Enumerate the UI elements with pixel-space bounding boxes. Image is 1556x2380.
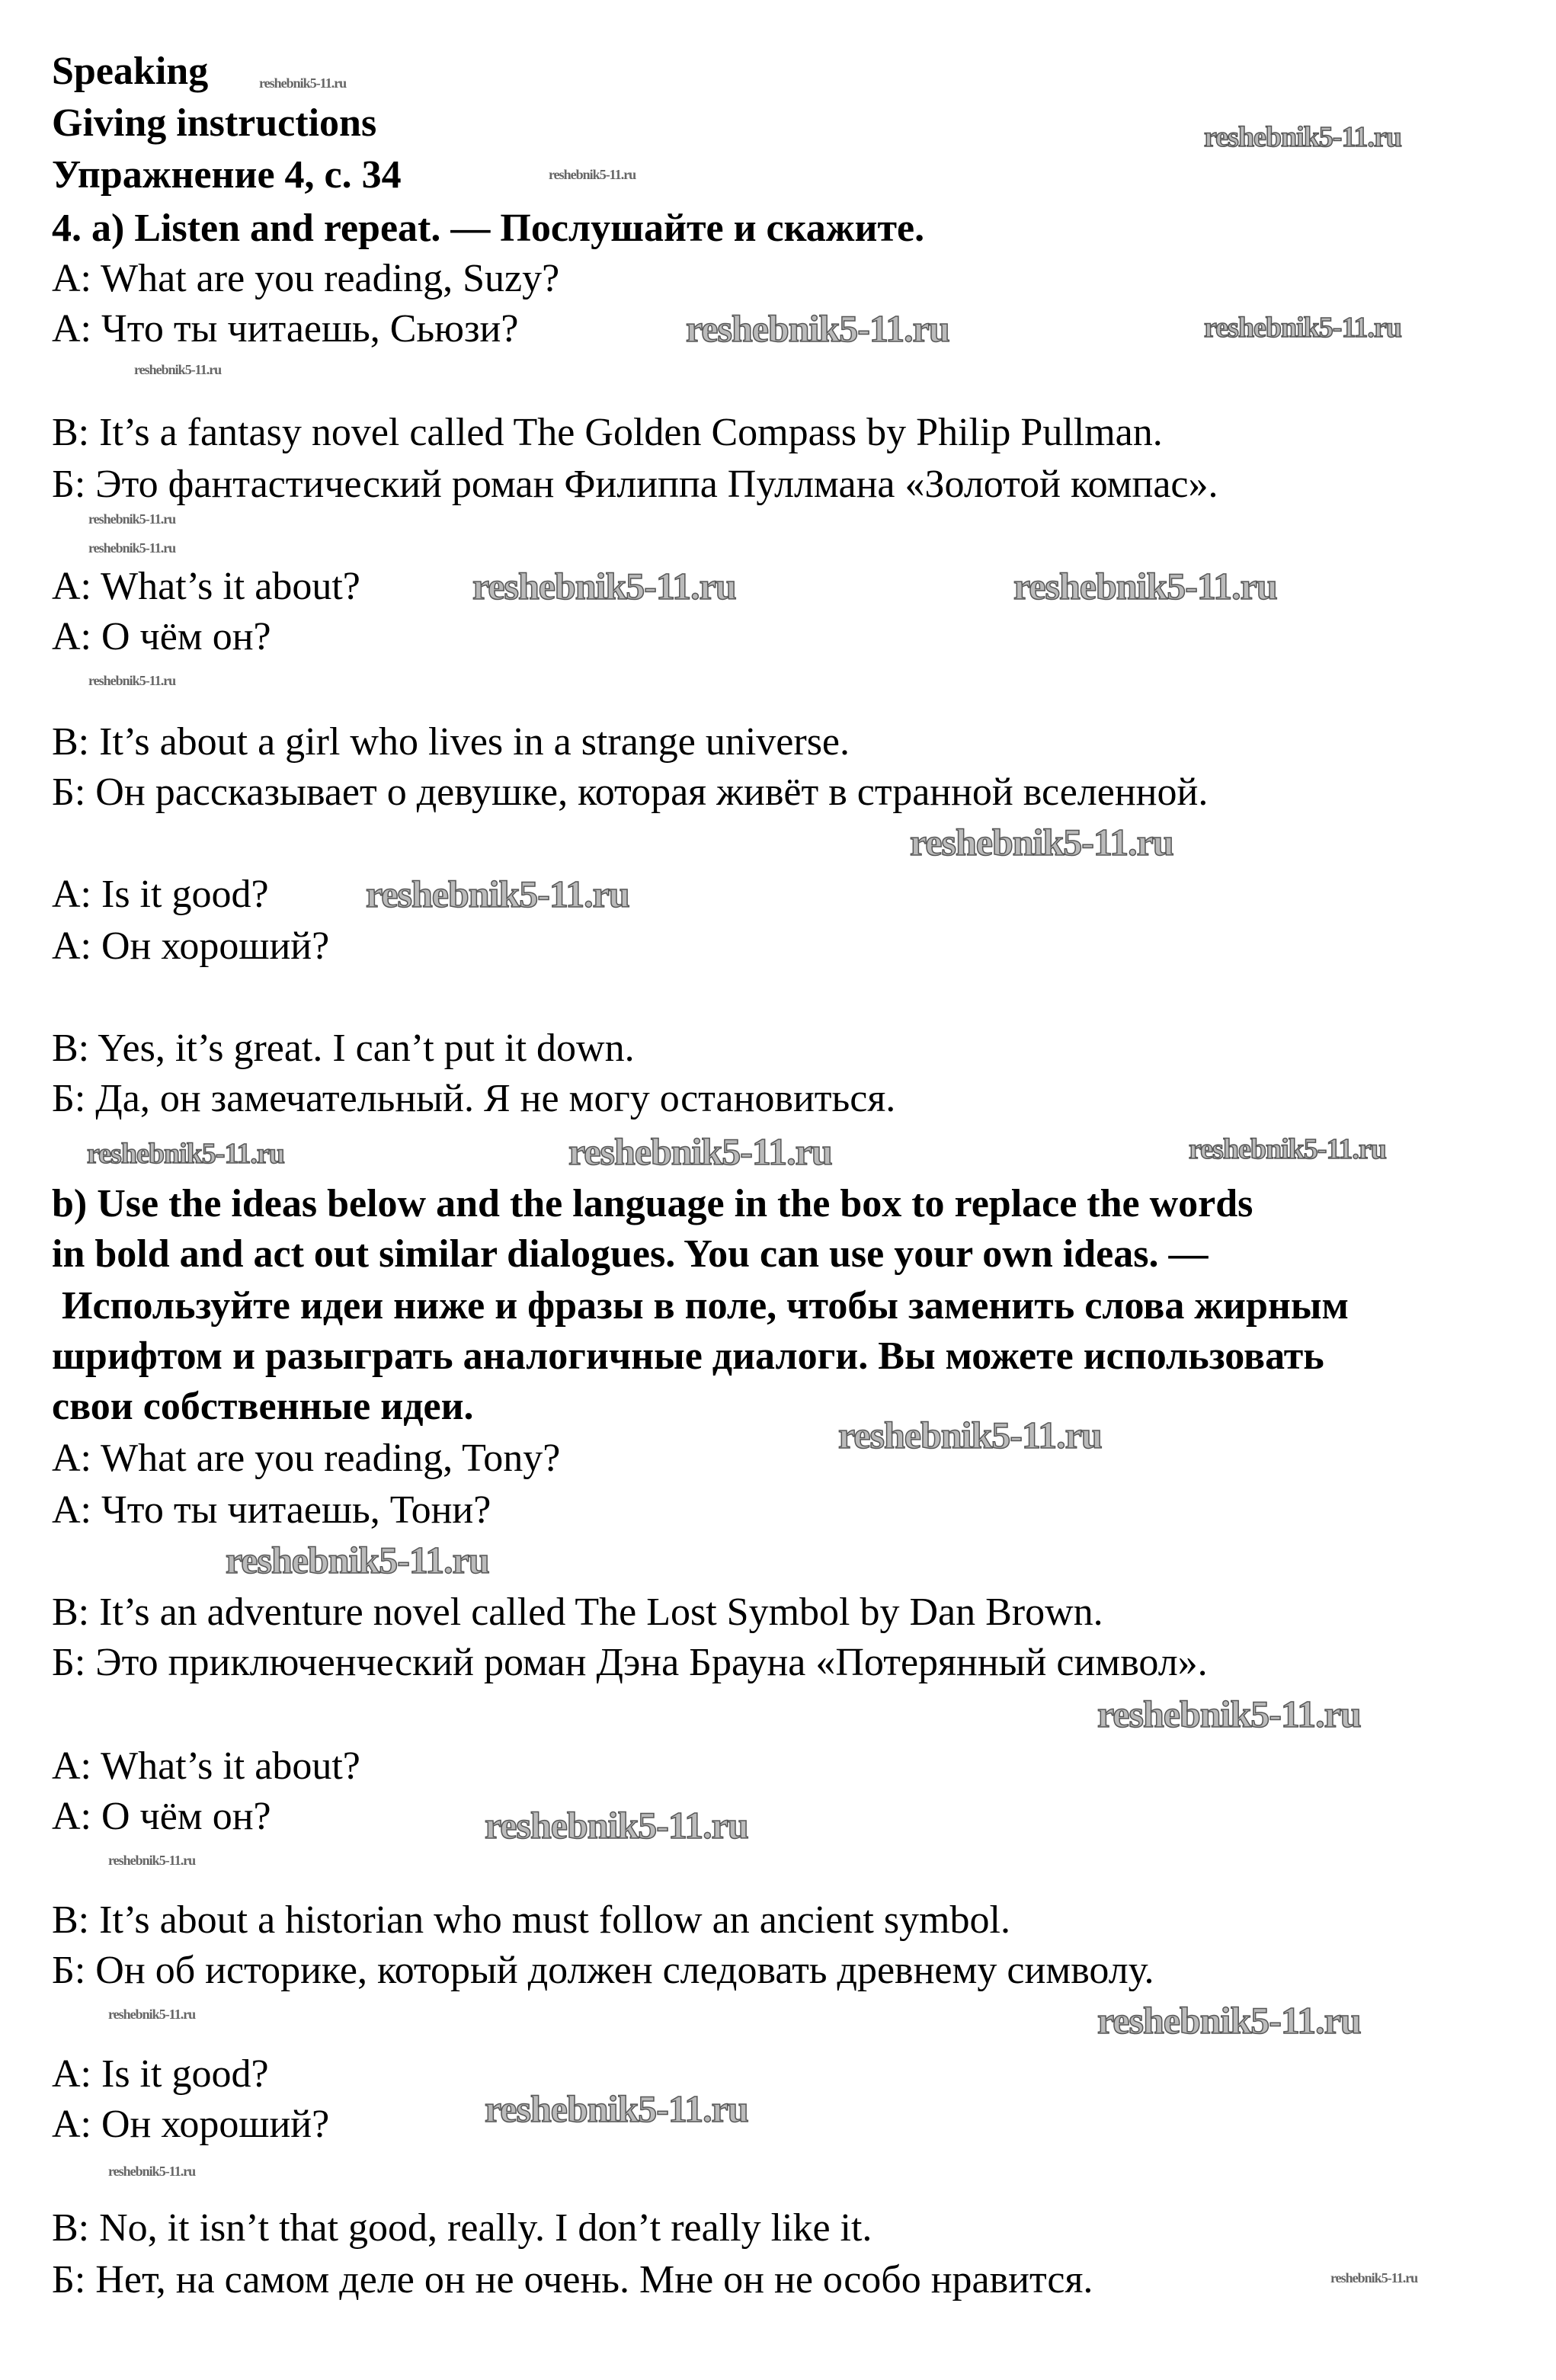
- section-title: Speaking: [52, 50, 209, 93]
- task-b-instruction: шрифтом и разыграть аналогичные диалоги. Вы можете использовать: [52, 1334, 1324, 1378]
- watermark: reshebnik5-11.ru: [87, 1138, 284, 1170]
- watermark: reshebnik5-11.ru: [108, 2007, 196, 2022]
- dialogue-b-line: A: Is it good?: [52, 2052, 269, 2096]
- dialogue-b-line: А: О чём он?: [52, 1795, 271, 1838]
- dialogue-a-line: А: Что ты читаешь, Сьюзи?: [52, 307, 519, 351]
- watermark: reshebnik5-11.ru: [485, 1804, 748, 1847]
- watermark: reshebnik5-11.ru: [1097, 1999, 1361, 2042]
- watermark: reshebnik5-11.ru: [910, 821, 1173, 863]
- dialogue-a-line: Б: Да, он замечательный. Я не могу остановиться.: [52, 1077, 896, 1120]
- dialogue-a-line: A: What’s it about?: [52, 565, 360, 608]
- dialogue-b-line: A: What’s it about?: [52, 1744, 360, 1788]
- dialogue-b-line: B: No, it isn’t that good, really. I don’t really like it.: [52, 2206, 872, 2250]
- watermark: reshebnik5-11.ru: [1189, 1133, 1386, 1165]
- dialogue-a-line: B: Yes, it’s great. I can’t put it down.: [52, 1027, 635, 1070]
- task-b-instruction: b) Use the ideas below and the language in the box to replace the words: [52, 1182, 1253, 1225]
- watermark: reshebnik5-11.ru: [108, 1853, 196, 1868]
- watermark: reshebnik5-11.ru: [226, 1539, 489, 1581]
- exercise-title: Упражнение 4, с. 34: [52, 153, 402, 197]
- dialogue-b-line: Б: Он об историке, который должен следовать древнему символу.: [52, 1949, 1154, 1992]
- dialogue-b-line: Б: Это приключенческий роман Дэна Брауна «Потерянный символ».: [52, 1641, 1208, 1684]
- watermark: reshebnik5-11.ru: [1204, 121, 1401, 153]
- watermark: reshebnik5-11.ru: [1013, 565, 1277, 607]
- task-b-instruction: in bold and act out similar dialogues. You can use your own ideas. —: [52, 1232, 1209, 1276]
- dialogue-b-line: B: It’s an adventure novel called The Lost Symbol by Dan Brown.: [52, 1590, 1103, 1634]
- watermark: reshebnik5-11.ru: [88, 673, 176, 688]
- watermark: reshebnik5-11.ru: [88, 511, 176, 527]
- dialogue-a-line: B: It’s about a girl who lives in a strange universe.: [52, 720, 850, 764]
- dialogue-a-line: A: What are you reading, Suzy?: [52, 257, 560, 300]
- dialogue-b-line: А: Что ты читаешь, Тони?: [52, 1488, 491, 1532]
- dialogue-a-line: B: It’s a fantasy novel called The Golden Compass by Philip Pullman.: [52, 411, 1163, 454]
- watermark: reshebnik5-11.ru: [108, 2164, 196, 2179]
- dialogue-a-line: А: Он хороший?: [52, 924, 330, 968]
- dialogue-a-line: Б: Он рассказывает о девушке, которая живёт в странной вселенной.: [52, 770, 1209, 814]
- watermark: reshebnik5-11.ru: [134, 362, 222, 377]
- dialogue-a-line: А: О чём он?: [52, 615, 271, 658]
- watermark: reshebnik5-11.ru: [686, 307, 949, 350]
- dialogue-b-line: A: What are you reading, Tony?: [52, 1437, 561, 1480]
- dialogue-a-line: Б: Это фантастический роман Филиппа Пуллмана «Золотой компас».: [52, 463, 1218, 506]
- dialogue-b-line: А: Он хороший?: [52, 2103, 330, 2146]
- dialogue-b-line: B: It’s about a historian who must follow an ancient symbol.: [52, 1898, 1010, 1942]
- dialogue-b-line: Б: Нет, на самом деле он не очень. Мне он не особо нравится.: [52, 2258, 1093, 2302]
- watermark: reshebnik5-11.ru: [1330, 2270, 1418, 2286]
- watermark: reshebnik5-11.ru: [472, 565, 736, 607]
- task-a-heading: 4. a) Listen and repeat. — Послушайте и скажите.: [52, 207, 925, 250]
- watermark: reshebnik5-11.ru: [1097, 1693, 1361, 1735]
- task-b-instruction: свои собственные идеи.: [52, 1385, 474, 1428]
- watermark: reshebnik5-11.ru: [549, 167, 636, 182]
- watermark: reshebnik5-11.ru: [366, 873, 629, 915]
- watermark: reshebnik5-11.ru: [259, 75, 347, 91]
- watermark: reshebnik5-11.ru: [568, 1130, 832, 1173]
- watermark: reshebnik5-11.ru: [1204, 312, 1401, 344]
- watermark: reshebnik5-11.ru: [485, 2087, 748, 2130]
- watermark: reshebnik5-11.ru: [838, 1414, 1102, 1456]
- watermark: reshebnik5-11.ru: [88, 540, 176, 556]
- topic-title: Giving instructions: [52, 101, 377, 145]
- task-b-instruction: Используйте идеи ниже и фразы в поле, чтобы заменить слова жирным: [52, 1284, 1349, 1328]
- dialogue-a-line: A: Is it good?: [52, 873, 269, 916]
